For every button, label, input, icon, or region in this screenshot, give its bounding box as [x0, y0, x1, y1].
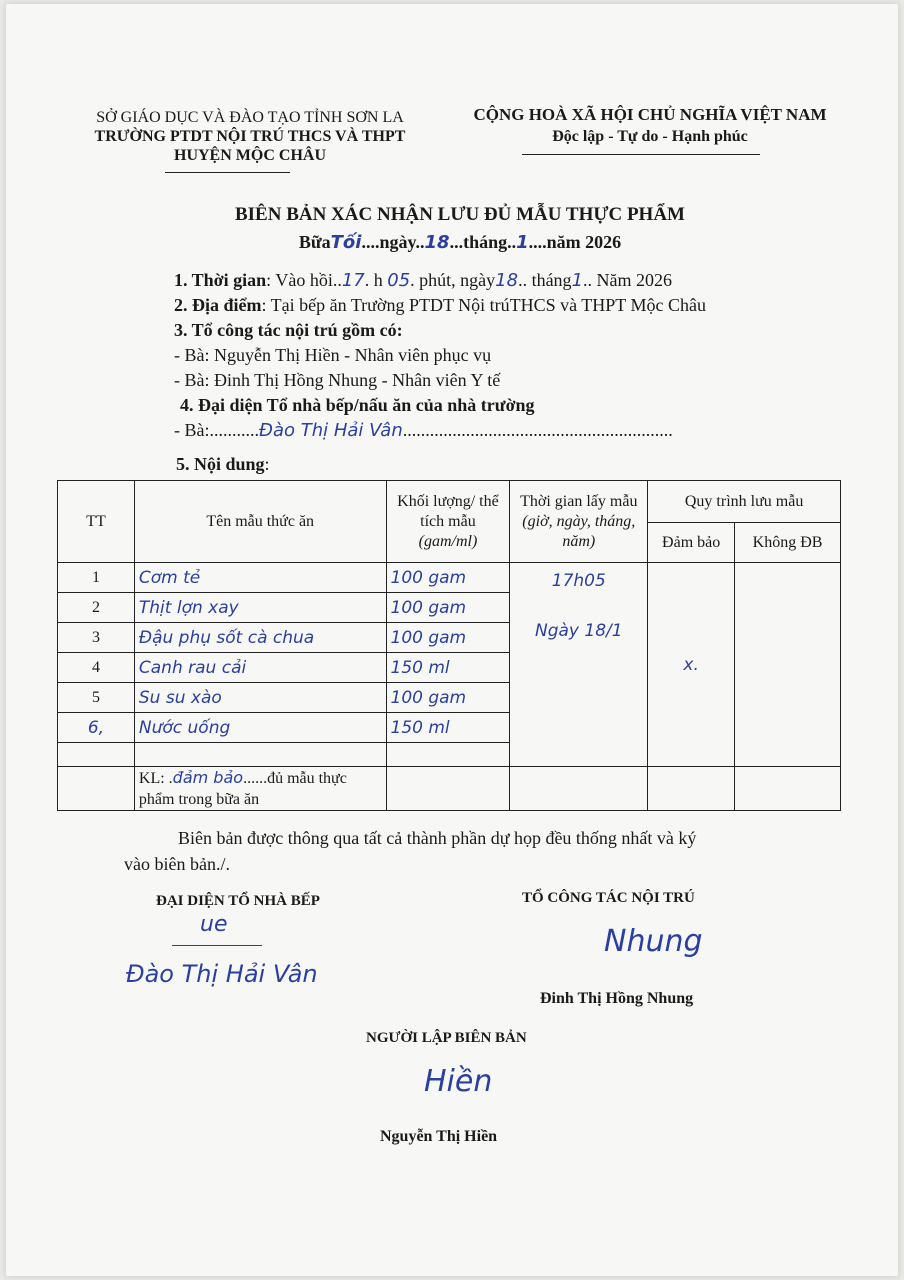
sample-table: [57, 480, 841, 811]
row-food-name: Đậu phụ sốt cà chua: [134, 623, 386, 653]
conclusion-not-ok: [735, 767, 841, 811]
national-header: [450, 104, 850, 148]
kitchen-signature-stroke: [172, 945, 262, 946]
national-motto: Độc lập - Tự do - Hạnh phúc: [552, 128, 748, 145]
table-row: [58, 563, 841, 593]
time-hour: 17: [341, 270, 365, 291]
time-text-b: . h: [364, 270, 388, 290]
location-label: 2. Địa điểm: [174, 295, 262, 315]
nam-label: ....năm 2026: [528, 232, 622, 252]
not-ok-cell: [735, 563, 841, 767]
ok-mark-cell: x.: [648, 563, 735, 767]
row-weight: 150 ml: [386, 653, 510, 683]
time-minute: 05: [387, 270, 411, 291]
row-food-name: Nước uống: [134, 713, 386, 743]
time-text-a: : Vào hồi..: [266, 270, 342, 290]
team-member-2: - Bà: Đinh Thị Hồng Nhung - Nhân viên Y tế: [174, 370, 501, 390]
agency-line-2: TRƯỜNG PTDT NỘI TRÚ THCS VÀ THPT: [94, 128, 406, 145]
conclusion-weight: [386, 767, 510, 811]
time-text-e: .. Năm 2026: [583, 270, 673, 290]
kitchen-rep-name: Đào Thị Hải Vân: [259, 420, 403, 441]
row-weight: 100 gam: [386, 593, 510, 623]
team-title: TỔ CÔNG TÁC NỘI TRÚ: [522, 890, 695, 906]
header-weight-text: Khối lượng/ thể tích mẫu: [397, 492, 499, 530]
row-food-name: Cơm tẻ: [134, 563, 386, 593]
section-time: [174, 268, 854, 293]
location-text: : Tại bếp ăn Trường PTDT Nội trúTHCS và THPT Mộc Châu: [261, 295, 706, 315]
header-ok: Đảm bảo: [648, 523, 735, 563]
thang-label: ...tháng..: [449, 232, 517, 252]
header-not-ok: Không ĐB: [735, 523, 841, 563]
row-weight: 100 gam: [386, 623, 510, 653]
section-content: [176, 452, 476, 476]
kitchen-rep-prefix: - Bà:...........: [174, 420, 259, 440]
time-label: 1. Thời gian: [174, 270, 267, 290]
ngay-value: 18: [424, 232, 450, 253]
agency-underline: [165, 172, 290, 173]
header-weight: [386, 481, 510, 563]
conclusion-time: [510, 767, 648, 811]
conclusion-value: đảm bảo: [172, 768, 244, 787]
kitchen-rep-line: [174, 418, 864, 443]
time-month: 1: [571, 270, 584, 291]
header-name: Tên mẫu thức ăn: [134, 481, 386, 563]
empty-cell: [58, 743, 135, 767]
ngay-label: ....ngày..: [361, 232, 425, 252]
row-tt: 4: [58, 653, 135, 683]
row-tt: 2: [58, 593, 135, 623]
section-kitchen-label: 4. Đại diện Tổ nhà bếp/nấu ăn của nhà trường: [180, 395, 535, 415]
time-text-c: . phút, ngày: [410, 270, 496, 290]
closing-line-1: Biên bản được thông qua tất cả thành phần dự họp đều thống nhất và ký: [178, 828, 697, 848]
row-weight: 150 ml: [386, 713, 510, 743]
row-tt: 3: [58, 623, 135, 653]
row-food-name: Canh rau cải: [134, 653, 386, 683]
table-header-row: [58, 481, 841, 523]
sampling-time: 17h05: [551, 571, 606, 591]
row-weight: 100 gam: [386, 683, 510, 713]
conclusion-ok: [648, 767, 735, 811]
header-tt: TT: [58, 481, 135, 563]
section-location: [174, 293, 864, 317]
agency-header: [70, 108, 430, 165]
empty-cell: [134, 743, 386, 767]
header-time: [510, 481, 648, 563]
bua-value: Tối: [330, 232, 362, 253]
row-food-name: Su su xào: [134, 683, 386, 713]
document-title: BIÊN BẢN XÁC NHẬN LƯU ĐỦ MẪU THỰC PHẨM: [234, 204, 685, 225]
header-process: Quy trình lưu mẫu: [648, 481, 841, 523]
bua-label: Bữa: [298, 232, 331, 252]
sampling-time-cell: [510, 563, 648, 767]
agency-line-3: HUYỆN MỘC CHÂU: [174, 147, 326, 164]
team-signature: Nhung: [604, 924, 703, 959]
conclusion-tt: [58, 767, 135, 811]
table-conclusion-row: [58, 767, 841, 811]
header-time-unit: (giờ, ngày, tháng, năm): [522, 512, 636, 550]
kitchen-signature: ue: [200, 912, 228, 937]
row-tt: 5: [58, 683, 135, 713]
row-food-name: Thịt lợn xay: [134, 593, 386, 623]
time-day: 18: [495, 270, 519, 291]
content-label: 5. Nội dung: [176, 454, 265, 474]
header-weight-unit: (gam/ml): [418, 532, 478, 550]
agency-line-1: SỞ GIÁO DỤC VÀ ĐÀO TẠO TỈNH SƠN LA: [96, 109, 404, 126]
section-team-label: 3. Tổ công tác nội trú gồm có:: [174, 320, 403, 340]
conclusion-prefix: KL: .: [138, 770, 173, 787]
conclusion-cell: [134, 767, 386, 811]
team-signer-name: Đinh Thị Hồng Nhung: [540, 990, 694, 1007]
row-weight: 100 gam: [386, 563, 510, 593]
kitchen-rep-title: ĐẠI DIỆN TỔ NHÀ BẾP: [156, 893, 320, 909]
motto-underline: [522, 154, 760, 155]
row-tt: 1: [58, 563, 135, 593]
empty-cell: [386, 743, 510, 767]
national-line-1: CỘNG HOÀ XÃ HỘI CHỦ NGHĨA VIỆT NAM: [473, 105, 827, 124]
thang-value: 1: [516, 232, 529, 253]
content-colon: :: [264, 454, 270, 474]
conclusion-suffix: ......đủ mẫu thực phẩm trong bữa ăn: [138, 770, 347, 808]
closing-line-2: vào biên bản./.: [124, 854, 230, 874]
team-member-1: - Bà: Nguyễn Thị Hiền - Nhân viên phục vụ: [174, 345, 492, 365]
maker-title: NGƯỜI LẬP BIÊN BẢN: [366, 1030, 527, 1046]
row-tt: 6,: [58, 713, 135, 743]
kitchen-rep-suffix: ............................................................: [402, 420, 673, 440]
maker-signature: Hiền: [424, 1064, 493, 1099]
header-time-text: Thời gian lấy mẫu: [520, 492, 638, 510]
sampling-date: Ngày 18/1: [535, 621, 623, 641]
maker-name: Nguyễn Thị Hiền: [380, 1128, 498, 1145]
kitchen-rep-name-hw: Đào Thị Hải Vân: [126, 960, 318, 988]
time-text-d: .. tháng: [518, 270, 572, 290]
document-subtitle: [100, 232, 820, 253]
